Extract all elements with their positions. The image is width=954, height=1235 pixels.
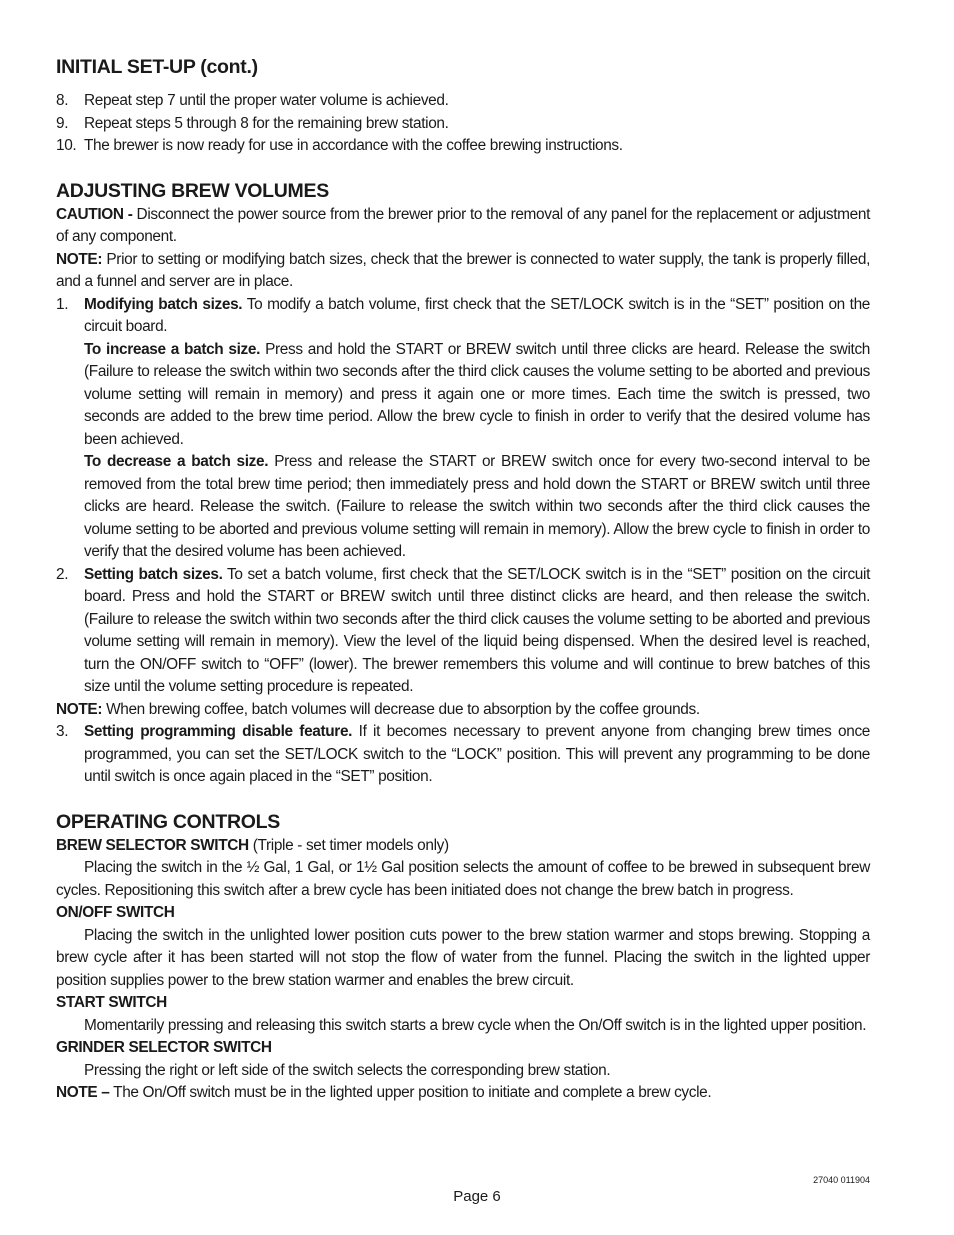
final-note-label: NOTE – xyxy=(56,1084,110,1101)
note-paragraph xyxy=(56,699,870,722)
list-item xyxy=(56,135,870,158)
document-code: 27040 011904 xyxy=(813,1175,870,1185)
subheading-grinder: GRINDER SELECTOR SWITCH xyxy=(56,1039,272,1056)
subheading-start: START SWITCH xyxy=(56,994,167,1011)
note-text: Prior to setting or modifying batch sizes, check that the brewer is connected to water supply, the tank is properly filled, and a funnel and server are in place. xyxy=(56,250,870,290)
decrease-text: Press and release the START or BREW switch once for every two-second interval to be removed from the total brew time period; then immediately press and hold down the START or BREW switch until three clicks are heard. Release the switch. (Failure to release the switch within two seconds after the third click causes the volume setting to be aborted and previous volume setting will remain in memory). Allow the brew cycle to finish in order to verify that the desired volume has been achieved. xyxy=(84,453,871,560)
page-number: Page 6 xyxy=(453,1188,501,1205)
increase-text: Press and hold the START or BREW switch until three clicks are heard. Release the switch (Failure to release the switch within two seconds after the third click causes the volume setting to be aborted and previous volume setting will remain in memory) and press it again one or more times. Each time the switch is pressed, two seconds are added to the brew time period. Allow the brew cycle to finish in order to verify that the desired volume has been achieved. xyxy=(84,340,870,448)
list-item xyxy=(56,113,870,136)
note-label: NOTE: xyxy=(56,250,103,268)
final-note xyxy=(56,1082,870,1105)
final-note-text: The On/Off switch must be in the lighted upper position to initiate and complete a brew cycle. xyxy=(109,1084,712,1101)
item-label: Setting programming disable feature. xyxy=(84,723,353,740)
section-title-operating: OPERATING CONTROLS xyxy=(56,810,280,833)
list-number: 1. xyxy=(56,295,69,313)
adjust-section xyxy=(56,178,870,789)
list-number: 2. xyxy=(56,565,69,583)
list-number: 8. xyxy=(56,92,69,109)
list-body xyxy=(84,294,870,564)
list-item-modifying xyxy=(56,294,870,564)
list-number: 10. xyxy=(56,137,77,154)
list-item-setting xyxy=(56,564,870,699)
onoff-text: Placing the switch in the unlighted lower position cuts power to the brew station warmer and stops brewing. Stopping a brew cycle after it has been started will not stop the flow of water from the funnel. Placing the switch in the lighted upper position supplies power to the brew station warmer and enables the brew circuit. xyxy=(56,926,870,989)
item-text: If it becomes necessary to prevent anyone from changing brew times once programmed, you can set the SET/LOCK switch to the “LOCK” position. This will prevent any programming to be done until switch is once again placed in the “SET” position. xyxy=(84,723,871,785)
setup-steps xyxy=(56,90,870,158)
item-label: Setting batch sizes. xyxy=(84,565,223,583)
list-text: The brewer is now ready for use in accordance with the coffee brewing instructions. xyxy=(84,137,623,154)
subheading-onoff: ON/OFF SWITCH xyxy=(56,904,175,921)
list-item xyxy=(56,90,870,113)
brew-selector-label: BREW SELECTOR SWITCH xyxy=(56,836,249,854)
document-page xyxy=(56,54,870,1105)
grinder-text: Pressing the right or left side of the switch selects the corresponding brew station. xyxy=(84,1061,611,1079)
operating-section xyxy=(56,809,870,1105)
note-text: When brewing coffee, batch volumes will decrease due to absorption by the coffee grounds. xyxy=(102,700,700,718)
caution-label: CAUTION - xyxy=(56,205,133,223)
item-label: Modifying batch sizes. xyxy=(84,295,243,313)
note-label: NOTE: xyxy=(56,700,103,718)
list-body xyxy=(84,564,870,699)
list-body xyxy=(84,721,870,789)
decrease-label: To decrease a batch size. xyxy=(84,453,269,470)
item-text: To modify a batch volume, first check that the SET/LOCK switch is in the “SET” position on the circuit board. xyxy=(84,295,870,335)
list-number: 3. xyxy=(56,723,69,740)
brew-selector-text: Placing the switch in the ½ Gal, 1 Gal, or 1½ Gal position selects the amount of coffee to be brewed in subsequent brew cycles. Repositioning this switch after a brew cycle has been initiated does not change the brew batch in progress. xyxy=(56,859,870,899)
section-title-adjusting: ADJUSTING BREW VOLUMES xyxy=(56,179,329,202)
subheading-brew-selector xyxy=(56,835,870,858)
list-item-disable xyxy=(56,721,870,789)
item-text: To set a batch volume, first check that the SET/LOCK switch is in the “SET” position on the circuit board. Press and hold the START or BREW switch until three distinct clicks are heard, and then release the switch. (Failure to release the switch within two seconds after the third click causes the volume setting to be aborted and previous volume setting will remain in memory). View the level of the liquid being dispensed. When the desired level is reached, turn the ON/OFF switch to “OFF” (lower). The brewer remembers this volume and will continue to brew batches of this size until the volume setting procedure is repeated. xyxy=(84,565,870,695)
list-text: Repeat steps 5 through 8 for the remaining brew station. xyxy=(84,114,449,132)
caution-paragraph xyxy=(56,204,870,249)
list-number: 9. xyxy=(56,114,69,132)
section-title-initial-setup: INITIAL SET-UP (cont.) xyxy=(56,56,258,78)
increase-label: To increase a batch size. xyxy=(84,340,261,358)
caution-text: Disconnect the power source from the brewer prior to the removal of any panel for the replacement or adjustment of any component. xyxy=(56,205,871,245)
list-text: Repeat step 7 until the proper water volume is achieved. xyxy=(84,92,449,109)
start-text: Momentarily pressing and releasing this switch starts a brew cycle when the On/Off switch is in the lighted upper position. xyxy=(84,1016,867,1034)
brew-selector-note: (Triple - set timer models only) xyxy=(248,836,449,854)
note-paragraph xyxy=(56,249,870,294)
